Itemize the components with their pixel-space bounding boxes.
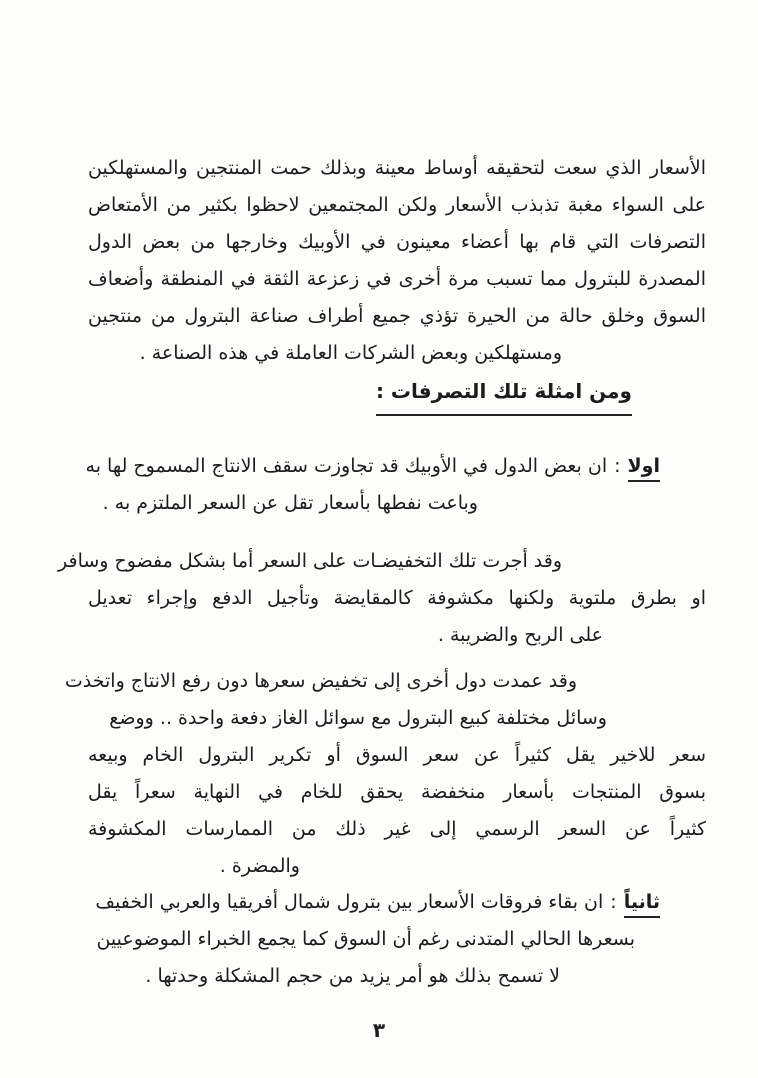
item-first-separator: : [614, 455, 621, 477]
discounts-line-2: او بطرق ملتوية ولكنها مكشوفة كالمقايضة وتأجيل الدفع وإجراء تعديل [88, 587, 706, 609]
intro-line-6: ومستهلكين وبعض الشركات العاملة في هذه الصناعة . [139, 342, 562, 364]
item-second-line-1 [88, 884, 706, 921]
page-number: ٣ [372, 1018, 386, 1042]
section-heading: ومن امثلة تلك التصرفات : [376, 378, 632, 416]
item-first-line-1 [85, 448, 706, 485]
discounts-line-1: وقد أجرت تلك التخفيضـات على السعر أما بشكل مفضوح وسافر [58, 550, 562, 572]
intro-line-4: المصدرة للبترول مما تسبب مرة أخرى في زعزعة الثقة في المنطقة وأضعاف [88, 268, 706, 290]
section-heading-row [88, 378, 706, 424]
item-second-separator: : [610, 891, 617, 913]
other-states-line-1: وقد عمدت دول أخرى إلى تخفيض سعرها دون رفع الانتاج واتخذت [64, 670, 577, 692]
item-first-label: اولا [628, 455, 660, 482]
paragraph-discounts [58, 543, 706, 654]
item-first-text: ان بعض الدول في الأوبيك قد تجاوزت سقف الانتاج المسموح لها به [85, 455, 608, 477]
other-states-line-4: بسوق المنتجات بأسعار منخفضة يحقق للخام في النهاية سعراً يقل [88, 781, 706, 803]
item-first [85, 448, 706, 522]
paragraph-other-states [64, 663, 706, 885]
item-first-line-2: وباعت نفطها بأسعار تقل عن السعر الملتزم به . [102, 492, 478, 514]
intro-line-3: التصرفات التي قام بها أعضاء معينون في الأوبيك وخارجها من بعض الدول [88, 231, 706, 253]
item-second-line-3: لا تسمح بذلك هو أمر يزيد من حجم المشكلة وحدتها . [145, 965, 560, 987]
other-states-line-3: سعر للاخير يقل كثيراً عن سعر السوق أو تكرير البترول الخام وبيعه [88, 744, 706, 766]
other-states-line-6: والمضرة . [219, 855, 300, 877]
item-second-text: ان بقاء فروقات الأسعار بين بترول شمال أفريقيا والعربي الخفيف [95, 891, 604, 913]
item-second-label: ثانياً [624, 891, 660, 918]
item-second-line-2: بسعرها الحالي المتدنى رغم أن السوق كما يجمع الخبراء الموضوعيين [96, 928, 635, 950]
intro-line-5: السوق وخلق حالة من الحيرة تؤذي جميع أطراف صناعة البترول من منتجين [88, 305, 706, 327]
intro-line-1: الأسعار الذي سعت لتحقيقه أوساط معينة وبذلك حمت المنتجين والمستهلكين [88, 157, 706, 179]
discounts-line-3: على الربح والضريبة . [437, 624, 603, 646]
other-states-line-5: كثيراً عن السعر الرسمي إلى غير ذلك من الممارسات المكشوفة [88, 818, 706, 840]
other-states-line-2: وسائل مختلفة كبيع البترول مع سوائل الغاز دفعة واحدة .. ووضع [109, 707, 607, 729]
intro-paragraph [88, 150, 706, 372]
item-second [88, 884, 706, 995]
page-number-row [0, 1018, 758, 1042]
intro-line-2: على السواء مغبة تذبذب الأسعار ولكن المجتمعين لاحظوا بكثير من الأمتعاض [88, 194, 706, 216]
